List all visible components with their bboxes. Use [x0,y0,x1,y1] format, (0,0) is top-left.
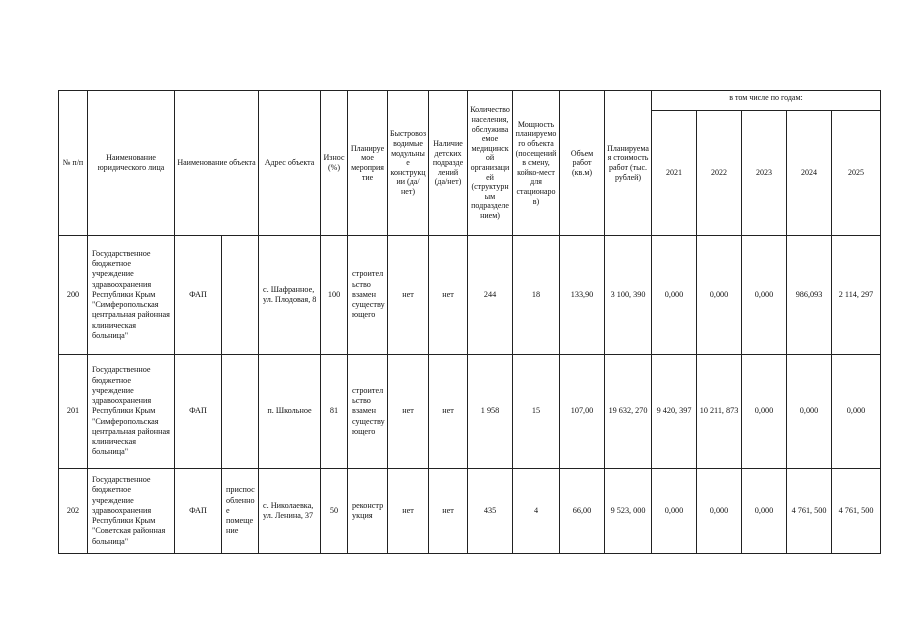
cell-capacity: 15 [513,355,560,469]
cell-wear: 50 [321,469,348,554]
header-wear: Износ (%) [321,91,348,236]
cell-year-2025: 2 114, 297 [832,236,881,355]
cell-object-name: ФАП [175,355,222,469]
cell-year-2022: 10 211, 873 [697,355,742,469]
header-address: Адрес объекта [259,91,321,236]
cell-planned-event: реконструкция [348,469,388,554]
cell-year-2024: 0,000 [787,355,832,469]
header-quick-build: Быстровозводимые модульные конструкции (да/нет) [388,91,429,236]
cell-address: п. Школьное [259,355,321,469]
cell-population: 244 [468,236,513,355]
header-children: Наличие детских подразделений (да/нет) [429,91,468,236]
cell-children: нет [429,469,468,554]
header-cost: Планируемая стоимость работ (тыс. рублей) [605,91,652,236]
header-legal-entity: Наименование юридического лица [88,91,175,236]
header-capacity: Мощность планируемого объекта (посещений в смену, койко-мест для стационаров) [513,91,560,236]
table-row [59,355,881,469]
header-population: Количество населения, обслуживаемое медицинской организацией (структурным подразделением) [468,91,513,236]
cell-object-name: ФАП [175,236,222,355]
header-object-name: Наименование объекта [175,91,259,236]
cell-year-2023: 0,000 [742,469,787,554]
cell-planned-event: строительство взамен существующего [348,236,388,355]
cell-year-2022: 0,000 [697,236,742,355]
header-year-2023: 2023 [742,111,787,236]
cell-year-2021: 9 420, 397 [652,355,697,469]
cell-legal-entity: Государственное бюджетное учреждение здравоохранения Республики Крым "Советская районная больница" [88,469,175,554]
header-year-2021: 2021 [652,111,697,236]
cell-address: с. Шафранное, ул. Плодовая, 8 [259,236,321,355]
cell-year-2025: 4 761, 500 [832,469,881,554]
cell-year-2021: 0,000 [652,469,697,554]
cell-year-2023: 0,000 [742,355,787,469]
cell-object-sub: приспособленное помещение [222,469,259,554]
cell-cost: 9 523, 000 [605,469,652,554]
header-num: № п/п [59,91,88,236]
cell-year-2023: 0,000 [742,236,787,355]
cell-wear: 100 [321,236,348,355]
cell-children: нет [429,236,468,355]
cell-legal-entity: Государственное бюджетное учреждение здравоохранения Республики Крым "Симферопольская центральная районная клиническая больница" [88,355,175,469]
cell-quick-build: нет [388,469,429,554]
cell-year-2022: 0,000 [697,469,742,554]
cell-object-name: ФАП [175,469,222,554]
cell-cost: 3 100, 390 [605,236,652,355]
cell-wear: 81 [321,355,348,469]
cell-volume: 133,90 [560,236,605,355]
cell-object-sub [222,236,259,355]
cell-num: 200 [59,236,88,355]
cell-year-2021: 0,000 [652,236,697,355]
header-year-2025: 2025 [832,111,881,236]
cell-planned-event: строительство взамен существующего [348,355,388,469]
header-volume: Объем работ (кв.м) [560,91,605,236]
cell-quick-build: нет [388,236,429,355]
table-row [59,236,881,355]
cell-capacity: 4 [513,469,560,554]
cell-volume: 66,00 [560,469,605,554]
header-row [59,91,881,111]
cell-capacity: 18 [513,236,560,355]
header-planned-event: Планируемое мероприятие [348,91,388,236]
header-year-2022: 2022 [697,111,742,236]
cell-year-2025: 0,000 [832,355,881,469]
cell-year-2024: 986,093 [787,236,832,355]
cell-quick-build: нет [388,355,429,469]
cell-population: 1 958 [468,355,513,469]
cell-legal-entity: Государственное бюджетное учреждение здравоохранения Республики Крым "Симферопольская центральная районная клиническая больница" [88,236,175,355]
cell-object-sub [222,355,259,469]
header-years-label: в том числе по годам: [652,91,881,111]
cell-num: 201 [59,355,88,469]
cell-year-2024: 4 761, 500 [787,469,832,554]
table-row [59,469,881,554]
facilities-table [58,90,881,554]
cell-address: с. Николаевка, ул. Ленина, 37 [259,469,321,554]
cell-children: нет [429,355,468,469]
cell-cost: 19 632, 270 [605,355,652,469]
cell-num: 202 [59,469,88,554]
header-year-2024: 2024 [787,111,832,236]
cell-volume: 107,00 [560,355,605,469]
cell-population: 435 [468,469,513,554]
